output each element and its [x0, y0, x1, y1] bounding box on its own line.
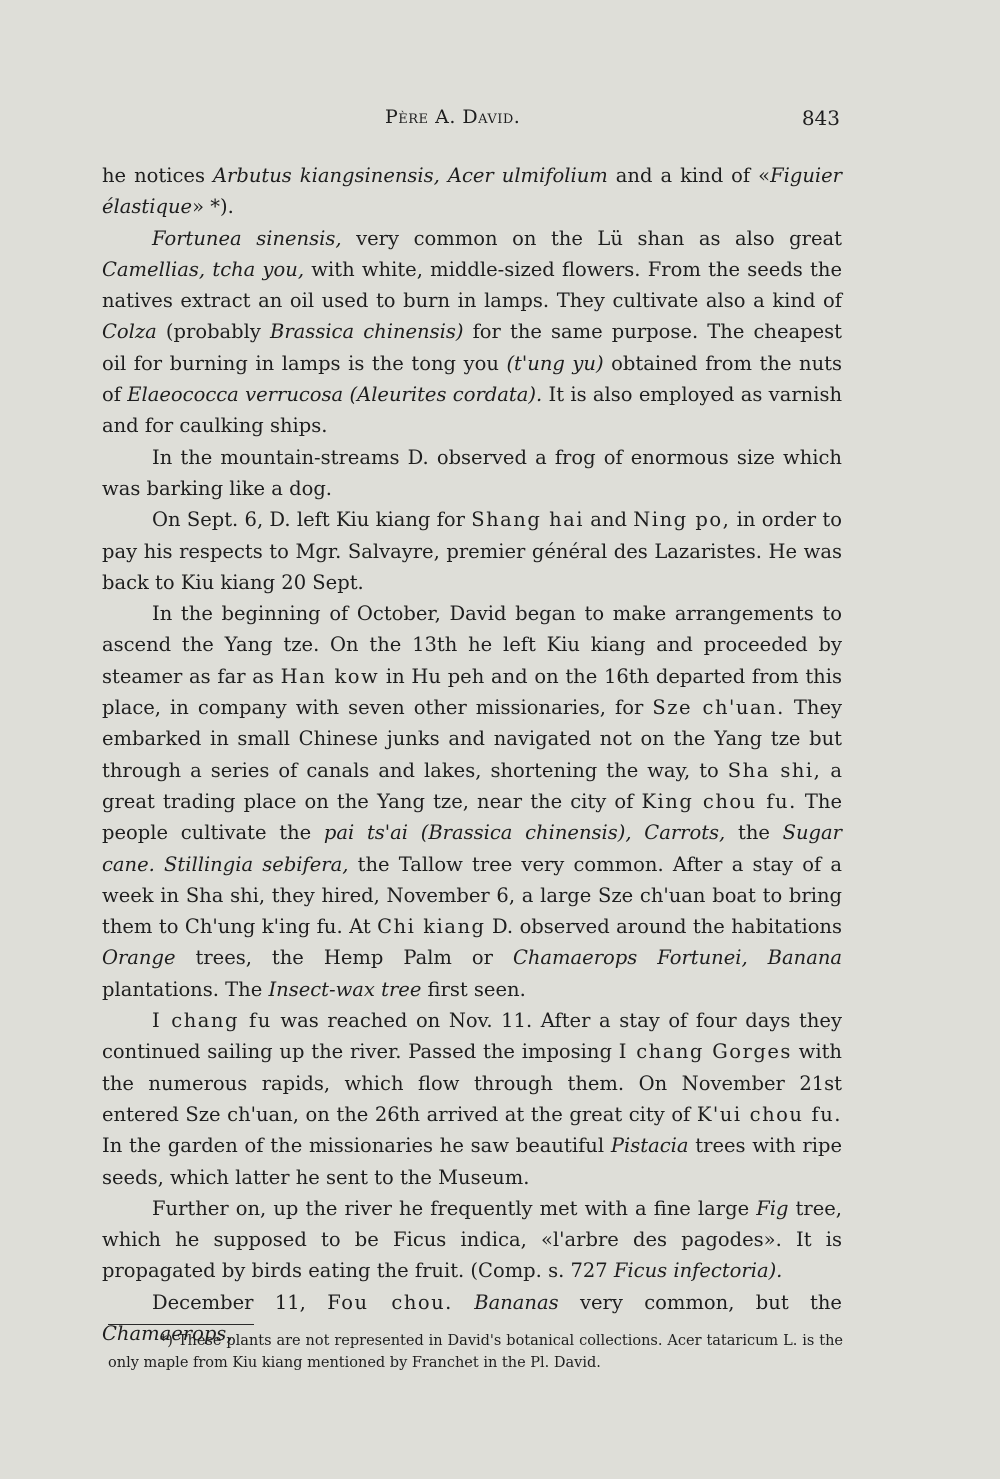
footnote-rule: [108, 1324, 254, 1325]
italic-term: Chamaerops Fortunei, Banana: [512, 946, 842, 970]
spaced-place-name: Sha shi,: [727, 758, 822, 782]
text-run: D. observed around the habitations: [485, 915, 843, 939]
spaced-place-name: Chi kiang: [377, 915, 486, 939]
spaced-place-name: King chou fu.: [641, 789, 797, 813]
text-run: in order to pay his respects to Mgr. Salvayre, premier général des Lazaristes. He was back to Kiu kiang 20 Sept.: [102, 508, 842, 594]
text-run: » *).: [192, 195, 234, 219]
paragraph: [102, 1005, 842, 1193]
text-run: first seen.: [421, 977, 526, 1001]
text-run: In the garden of the missionaries he saw beautiful: [102, 1134, 611, 1158]
italic-term: Camellias, tcha you,: [102, 257, 305, 281]
italic-term: Sugar cane. Stillingia sebifera,: [102, 821, 842, 876]
footnote: [108, 1330, 843, 1374]
text-run: (probably: [156, 320, 271, 344]
italic-term: Elaeococca verrucosa (Aleurites cordata).: [127, 383, 543, 407]
italic-term: Bananas: [474, 1290, 559, 1314]
italic-term: Fortunea sinensis,: [152, 226, 342, 250]
paragraph: [102, 598, 842, 1005]
italic-term: Insect-wax tree: [268, 977, 422, 1001]
text-run: obtained from the nuts of: [102, 351, 843, 407]
text-run: [453, 1291, 474, 1314]
spaced-place-name: Sze ch'uan.: [652, 696, 785, 720]
italic-term: pai ts'ai (Brassica chinensis), Carrots,: [323, 821, 726, 845]
paragraph: [102, 504, 842, 598]
italic-term: Arbutus kiangsinensis, Acer ulmifolium: [212, 164, 608, 187]
text-run: December 11,: [152, 1290, 328, 1314]
text-run: It is also employed as varnish and for caulking ships.: [102, 383, 843, 438]
paragraph: [102, 1193, 842, 1287]
italic-term: Orange: [102, 946, 176, 970]
spaced-place-name: I chang Gorges: [618, 1040, 792, 1064]
italic-term: Fig: [756, 1196, 789, 1220]
text-run: and a kind of «: [607, 164, 771, 187]
text-run: with the numerous rapids, which flow through them. On November 21st entered Sze ch'uan, on the 26th arrived at the great city of: [102, 1040, 842, 1126]
text-run: trees with ripe seeds, which latter he sent to the Museum.: [102, 1134, 842, 1189]
spaced-place-name: Han kow: [280, 664, 380, 688]
text-run: in Hu peh and on the 16th departed from this place, in company with seven other missionaries, for: [102, 664, 842, 720]
text-run: trees, the Hemp Palm or: [175, 946, 513, 970]
italic-term: Figuier élastique: [102, 164, 842, 219]
spaced-place-name: Shang hai: [471, 508, 585, 532]
italic-term: Brassica chinensis): [270, 320, 464, 344]
text-run: a great trading place on the Yang tze, near the city of: [102, 758, 842, 813]
body-text: [102, 160, 842, 1349]
text-run: very common, but the: [558, 1290, 842, 1314]
text-run: plantations. The: [102, 977, 269, 1001]
italic-term: Chamaerops,: [102, 1321, 233, 1345]
spaced-place-name: K'ui chou fu.: [696, 1102, 842, 1126]
spaced-place-name: Ning po,: [633, 508, 731, 532]
page-header: [100, 106, 840, 140]
text-run: with white, middle-sized flowers. From the seeds the natives extract an oil used to burn in lamps. They cultivate also a kind of: [102, 257, 842, 313]
running-head: Père A. David.: [385, 106, 521, 128]
text-run: the: [725, 821, 783, 845]
paragraph: [102, 442, 842, 505]
page-number: 843: [801, 106, 840, 130]
paragraph: [102, 223, 842, 442]
text-run: for the same purpose. The cheapest oil for burning in lamps is the tong you: [102, 320, 842, 375]
spaced-place-name: I chang fu: [152, 1009, 272, 1033]
italic-term: (t'ung yu): [506, 351, 604, 375]
text-run: The people cultivate the: [102, 789, 842, 845]
italic-term: Pistacia: [610, 1134, 689, 1158]
spaced-place-name: Fou chou.: [327, 1290, 453, 1314]
text-run: In the mountain-streams D. observed a frog of enormous size which was barking like a dog.: [102, 445, 842, 500]
text-run: In the beginning of October, David began to make arrangements to ascend the Yang tze. On the 13th he left Kiu kiang and proceeded by steamer as far as: [102, 602, 842, 688]
text-run: Further on, up the river he frequently met with a fine large: [152, 1196, 757, 1220]
paragraph: [102, 160, 842, 223]
text-run: was reached on Nov. 11. After a stay of four days they continued sailing up the river. Passed the imposing: [102, 1009, 842, 1064]
text-run: and: [584, 508, 634, 532]
text-run: On Sept. 6, D. left Kiu kiang for: [152, 508, 472, 532]
text-run: very common on the Lü shan as also great: [341, 226, 842, 250]
italic-term: Ficus infectoria).: [613, 1259, 783, 1283]
text-run: They embarked in small Chinese junks and navigated not on the Yang tze but through a series of canals and lakes, shortening the way, to: [102, 696, 842, 782]
text-run: he notices: [102, 164, 213, 187]
text-run: tree, which he supposed to be Ficus indica, «l'arbre des pagodes». It is propagated by birds eating the fruit. (Comp. s. 727: [102, 1196, 842, 1283]
text-run: the Tallow tree very common. After a stay of a week in Sha shi, they hired, November 6, a large Sze ch'uan boat to bring them to Ch'ung k'ing fu. At: [102, 852, 842, 939]
italic-term: Colza: [102, 320, 157, 344]
footnote-text: *) These plants are not represented in David's botanical collections. Acer tataricum L. is the only maple from Kiu kiang mentioned by Franchet in the Pl. David.: [108, 1333, 843, 1371]
